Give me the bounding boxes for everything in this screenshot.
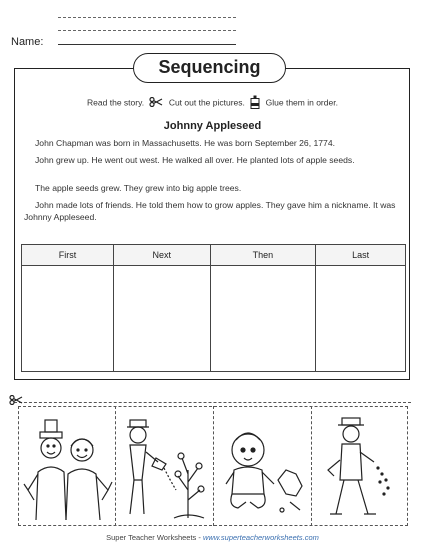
- footer-brand: Super Teacher Worksheets: [106, 533, 197, 542]
- drop-cell-next[interactable]: [114, 266, 211, 372]
- drop-cell-last[interactable]: [316, 266, 406, 372]
- drop-cell-then[interactable]: [210, 266, 316, 372]
- footer-url[interactable]: www.superteacherworksheets.com: [202, 533, 319, 542]
- strip-divider: [115, 406, 116, 526]
- name-top-line: [58, 17, 236, 18]
- page-title: Sequencing: [133, 53, 286, 83]
- scissors-icon: [149, 97, 163, 109]
- instruction-read: Read the story.: [87, 97, 145, 108]
- watering-tree-picture[interactable]: [118, 410, 212, 522]
- column-header-last: Last: [316, 245, 406, 266]
- instruction-cut: Cut out the pictures.: [168, 97, 245, 108]
- planting-seeds-picture[interactable]: [314, 410, 408, 522]
- drop-cell-first[interactable]: [22, 266, 114, 372]
- name-field-line[interactable]: [58, 44, 236, 45]
- column-header-first: First: [22, 245, 114, 266]
- story-paragraph-3: The apple seeds grew. They grew into big apple trees.: [35, 183, 242, 193]
- sequence-table: [21, 244, 406, 372]
- name-mid-line: [58, 30, 236, 31]
- story-paragraph-4: John made lots of friends. He told them how to grow apples. They gave him a nickname. It was Johnny Appleseed.: [24, 200, 396, 222]
- name-label: Name:: [11, 36, 44, 48]
- baby-picture[interactable]: [216, 410, 310, 522]
- friends-picture[interactable]: [20, 410, 114, 522]
- instruction-glue: Glue them in order.: [265, 97, 338, 108]
- story-paragraph-2: John grew up. He went out west. He walked all over. He planted lots of apple seeds.: [35, 155, 355, 165]
- footer-separator: -: [196, 533, 203, 542]
- column-header-then: Then: [210, 245, 316, 266]
- strip-divider: [311, 406, 312, 526]
- footer: [0, 533, 425, 542]
- story-title: Johnny Appleseed: [163, 120, 262, 132]
- instructions: [0, 95, 425, 111]
- glue-icon: [250, 95, 260, 111]
- story-paragraph-1: John Chapman was born in Massachusetts. He was born September 26, 1774.: [35, 138, 335, 148]
- column-header-next: Next: [114, 245, 211, 266]
- strip-divider: [213, 406, 214, 526]
- cut-line: [14, 402, 411, 403]
